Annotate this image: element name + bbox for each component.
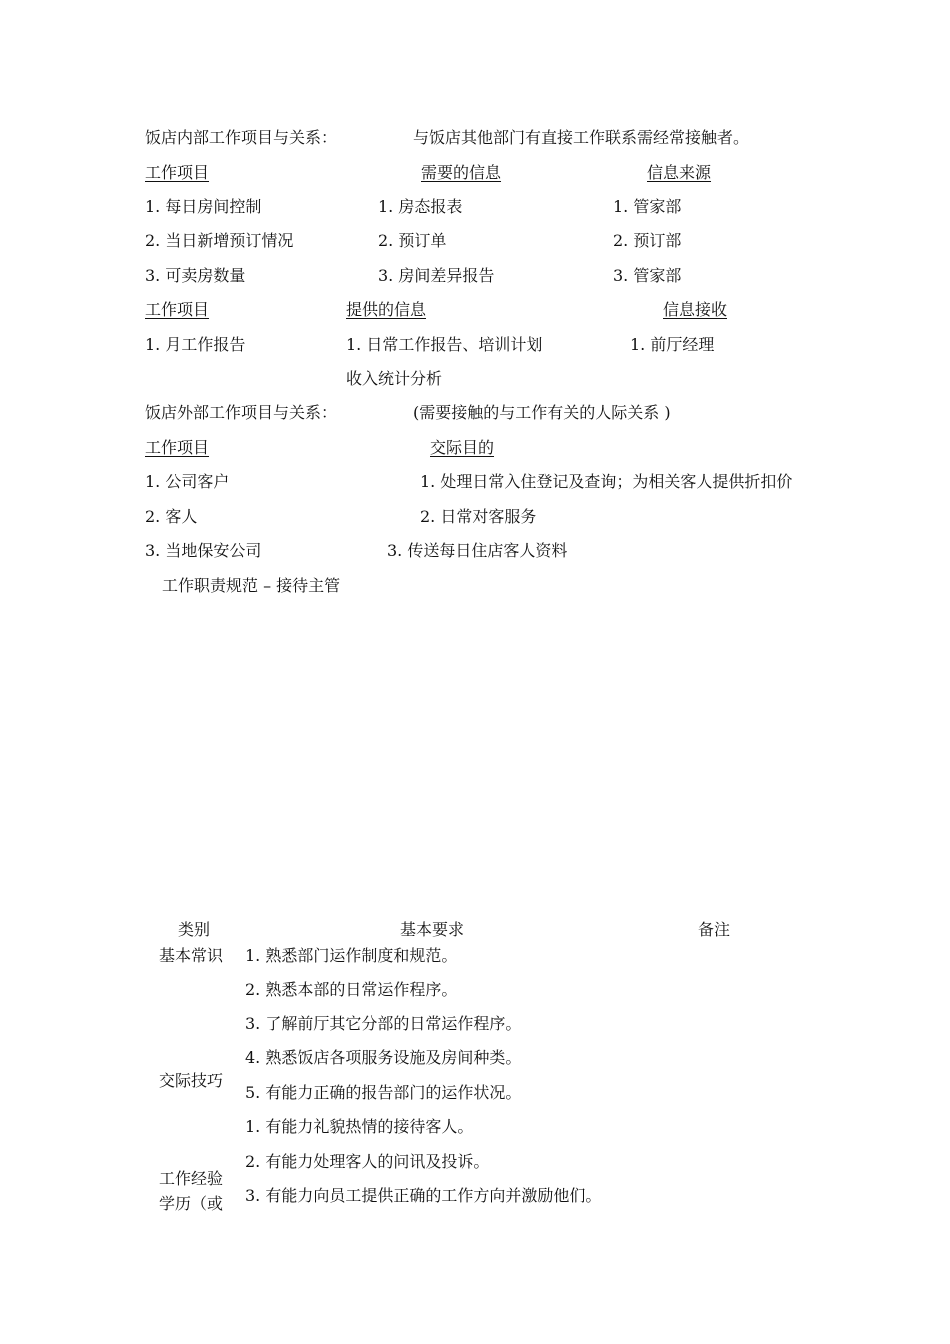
table1-header-info: 需要的信息 [421, 163, 502, 182]
table1-cell: 3. 可卖房数量 [145, 266, 246, 285]
external-header-purpose: 交际目的 [430, 438, 495, 457]
req-item: 3. 有能力向员工提供正确的工作方向并激励他们。 [245, 1186, 602, 1205]
req-item: 1. 有能力礼貌热情的接待客人。 [245, 1117, 474, 1136]
duty-title: 工作职责规范 – 接待主管 [162, 576, 341, 595]
table1-cell: 3. 管家部 [613, 266, 682, 285]
table2-continuation: 收入统计分析 [346, 369, 443, 388]
external-note: (需要接触的与工作有关的人际关系 ) [413, 403, 671, 422]
table2-cell: 1. 前厅经理 [630, 335, 715, 354]
table2-header-item: 工作项目 [145, 300, 210, 319]
table1-cell: 3. 房间差异报告 [378, 266, 495, 285]
table1-cell: 2. 预订单 [378, 231, 447, 250]
table1-cell: 2. 当日新增预订情况 [145, 231, 294, 250]
table1-header-item: 工作项目 [145, 163, 210, 182]
req-category: 交际技巧 [159, 1071, 224, 1090]
external-cell: 2. 客人 [145, 507, 198, 526]
req-header-category: 类别 [178, 920, 211, 939]
external-heading: 饭店外部工作项目与关系： [145, 403, 338, 422]
table2-header-info: 提供的信息 [346, 300, 427, 319]
internal-heading: 饭店内部工作项目与关系： [145, 128, 338, 147]
req-item: 3. 了解前厅其它分部的日常运作程序。 [245, 1014, 522, 1033]
req-item: 2. 有能力处理客人的问讯及投诉。 [245, 1152, 490, 1171]
table1-cell: 2. 预订部 [613, 231, 682, 250]
external-cell: 3. 传送每日住店客人资料 [387, 541, 568, 560]
table2-header-receiver: 信息接收 [663, 300, 728, 319]
external-cell: 1. 处理日常入住登记及查询；为相关客人提供折扣价 [420, 472, 793, 491]
req-item: 1. 熟悉部门运作制度和规范。 [245, 946, 458, 965]
req-item: 5. 有能力正确的报告部门的运作状况。 [245, 1083, 522, 1102]
req-item: 2. 熟悉本部的日常运作程序。 [245, 980, 458, 999]
req-item: 4. 熟悉饭店各项服务设施及房间种类。 [245, 1048, 522, 1067]
req-category: 基本常识 [159, 946, 224, 965]
table1-cell: 1. 每日房间控制 [145, 197, 262, 216]
req-header-basic: 基本要求 [400, 920, 465, 939]
external-cell: 2. 日常对客服务 [420, 507, 537, 526]
table2-cell: 1. 月工作报告 [145, 335, 246, 354]
internal-note: 与饭店其他部门有直接工作联系需经常接触者。 [413, 128, 750, 147]
req-category: 学历（或 [159, 1194, 224, 1213]
req-category: 工作经验 [159, 1169, 224, 1188]
table2-cell: 1. 日常工作报告、培训计划 [346, 335, 543, 354]
external-cell: 3. 当地保安公司 [145, 541, 262, 560]
table1-header-source: 信息来源 [647, 163, 712, 182]
table1-cell: 1. 管家部 [613, 197, 682, 216]
table1-cell: 1. 房态报表 [378, 197, 463, 216]
external-cell: 1. 公司客户 [145, 472, 230, 491]
req-header-remark: 备注 [698, 920, 731, 939]
external-header-item: 工作项目 [145, 438, 210, 457]
